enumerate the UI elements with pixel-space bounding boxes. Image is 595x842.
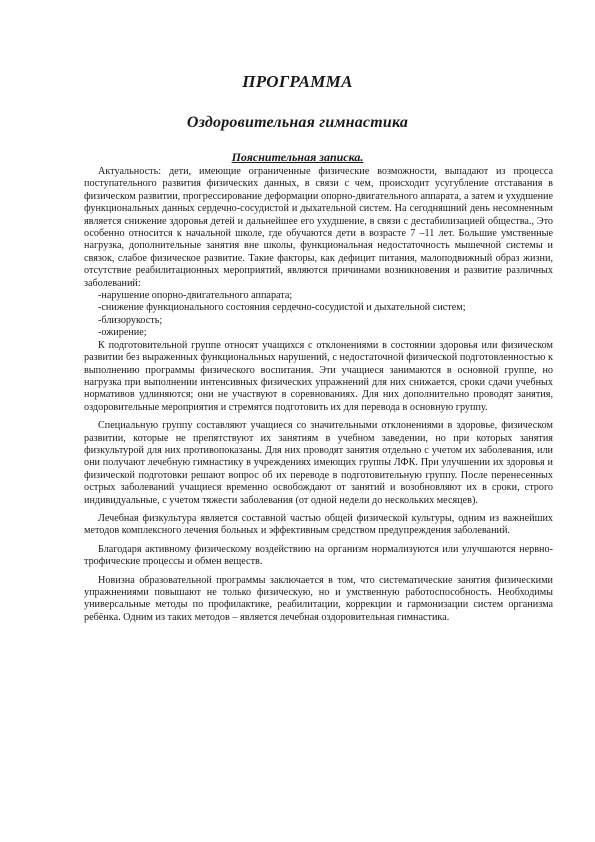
paragraph-therapeutic-exercise: Лечебная физкультура является составной частью общей физической культуры, одним из важнейших методов комплексного лечения больных и эффективным средством предупреждения заболеваний. (84, 512, 553, 537)
paragraph-physical-impact: Благодаря активному физическому воздействию на организм нормализуются или улучшаются нервно-трофические процессы и обмен веществ. (84, 543, 553, 568)
disease-list (84, 290, 553, 340)
document-title: ПРОГРАММА (242, 72, 353, 91)
paragraph-relevance: Актуальность: дети, имеющие ограниченные физические возможности, выпадают из процесса поступательного развития физических данных, в связи с чем, происходит усугубление отставания в физическом развитии, прогрессирование деформации опорно-двигательного аппарата, а затем и ухудшение функциональных данных сердечно-сосудистой и дыхательной систем. На сегодняшний день несомненным является снижение здоровья детей и дальнейшее его ухудшение, в связи с дестабилизацией общества., Это особенно относится к начальной школе, где обучаются дети в возрасте 7 –11 лет. Большие умственные нагрузка, дополнительные занятия вне школы, функциональная недостаточность мышечной системы и связок, слабое физическое развитие. Такие факторы, как дефицит питания, малоподвижный образ жизни, отсутствие реабилитационных мероприятий, являются причинами возникновения и развитие различных заболеваний: (84, 166, 553, 289)
body-text (84, 166, 553, 624)
paragraph-preparatory-group: К подготовительной группе относят учащихся с отклонениями в состоянии здоровья или физическом развитии без выраженных функциональных нарушений, с недостаточной физической подготовленностью к выполнению программы физического воспитания. Эти учащиеся занимаются в основной группе, но нагрузка при выполнении интенсивных физических упражнений для них снижается, сроки сдачи учебных нормативов удлиняются; они не участвуют в соревнованиях. Для них дополнительно проводят занятия, оздоровительные мероприятия и стремятся подготовить их для перевода в основную группу. (84, 339, 553, 413)
paragraph-special-group: Специальную группу составляют учащиеся со значительными отклонениями в здоровье, физическом развитии, которые не препятствуют их занятиям в учебном заведении, но при которых занятия физкультурой для них противопоказаны. Для них проводят занятия отдельно с учетом их заболевания, или они получают лечебную гимнастику в учреждениях имеющих группы ЛФК. При улучшении их здоровья и физической подготовки решают вопрос об их переводе в подготовительную группу. После перенесенных острых заболеваний учащиеся временно освобождают от занятий и возобновляют их в сроки, строго индивидуальные, с учетом тяжести заболевания (от одной недели до нескольких месяцев). (84, 420, 553, 506)
section-heading: Пояснительная записка. (231, 150, 364, 164)
list-item: -ожирение; (98, 327, 147, 339)
list-item: -нарушение опорно-двигательного аппарата; (98, 290, 293, 302)
document-subtitle: Оздоровительная гимнастика (186, 114, 409, 131)
list-item: -снижение функционального состояния сердечно-сосудистой и дыхательной систем; (98, 302, 466, 314)
paragraph-novelty: Новизна образовательной программы заключается в том, что систематические занятия физическими упражнениями повышают не только физическую, но и умственную работоспособность. Необходимы универсальные методы по профилактике, реабилитации, коррекции и гармонизации систем организма ребёнка. Одним из таких методов – является лечебная оздоровительная гимнастика. (84, 574, 553, 623)
list-item: -близорукость; (98, 314, 163, 326)
